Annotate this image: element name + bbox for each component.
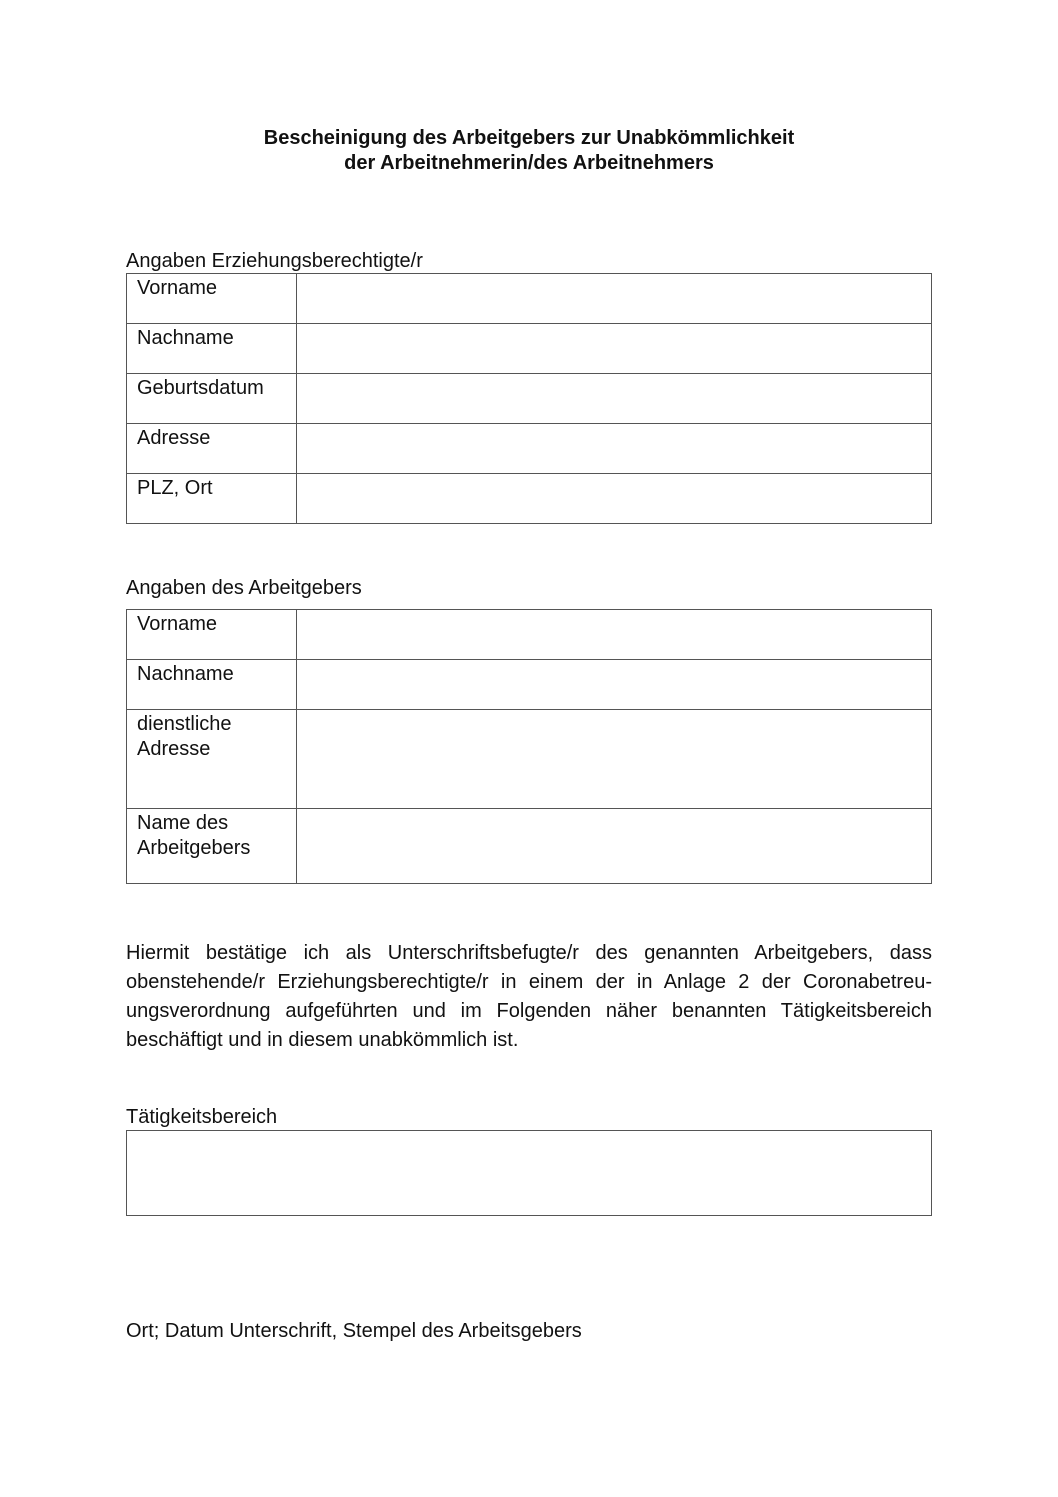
- guardian-last-name-label: Nachname: [127, 324, 297, 374]
- guardian-row-birthdate: [127, 374, 932, 424]
- employer-form-table: [126, 609, 932, 884]
- guardian-row-last-name: [127, 324, 932, 374]
- guardian-birthdate-field[interactable]: [297, 374, 932, 424]
- guardian-section-heading: Angaben Erziehungsberechtigte/r: [126, 250, 423, 272]
- guardian-birthdate-label: Geburtsdatum: [127, 374, 297, 424]
- guardian-row-postcode-city: [127, 474, 932, 524]
- guardian-first-name-field[interactable]: [297, 274, 932, 324]
- employer-section-heading: Angaben des Arbeitgebers: [126, 577, 362, 599]
- activity-field[interactable]: [126, 1130, 932, 1216]
- employer-row-employer-name: [127, 809, 932, 884]
- guardian-form-table: [126, 273, 932, 524]
- employer-name-field[interactable]: [297, 809, 932, 884]
- guardian-first-name-label: Vorname: [127, 274, 297, 324]
- guardian-last-name-field[interactable]: [297, 324, 932, 374]
- guardian-address-label: Adresse: [127, 424, 297, 474]
- guardian-row-first-name: [127, 274, 932, 324]
- document-title: [0, 126, 1058, 176]
- employer-first-name-label: Vorname: [127, 610, 297, 660]
- employer-name-label: Name des Arbeitgebers: [127, 809, 297, 884]
- title-line-1: Bescheinigung des Arbeitgebers zur Unabkömmlichkeit: [263, 127, 795, 149]
- employer-row-business-address: [127, 710, 932, 809]
- employer-last-name-field[interactable]: [297, 660, 932, 710]
- title-line-2: der Arbeitnehmerin/des Arbeitnehmers: [344, 152, 714, 174]
- guardian-postcode-city-field[interactable]: [297, 474, 932, 524]
- activity-section-heading: Tätigkeitsbereich: [126, 1106, 278, 1128]
- employer-business-address-field[interactable]: [297, 710, 932, 809]
- guardian-address-field[interactable]: [297, 424, 932, 474]
- employer-row-first-name: [127, 610, 932, 660]
- employer-row-last-name: [127, 660, 932, 710]
- signature-caption: Ort; Datum Unterschrift, Stempel des Arbeitsgebers: [126, 1320, 582, 1342]
- employer-last-name-label: Nachname: [127, 660, 297, 710]
- guardian-postcode-city-label: PLZ, Ort: [127, 474, 297, 524]
- employer-business-address-label: dienstliche Adresse: [127, 710, 297, 809]
- guardian-row-address: [127, 424, 932, 474]
- confirmation-paragraph: Hiermit bestätige ich als Unterschriftsbefugte/r des genannten Arbeitgebers, dass obenstehende/r Erziehungsberechtigte/r in einem der in Anlage 2 der Coronabetreuungsverordnung aufgeführten und im Folgenden näher benannten Tätigkeitsbereich beschäftigt und in diesem unabkömmlich ist.: [126, 942, 932, 1051]
- employer-first-name-field[interactable]: [297, 610, 932, 660]
